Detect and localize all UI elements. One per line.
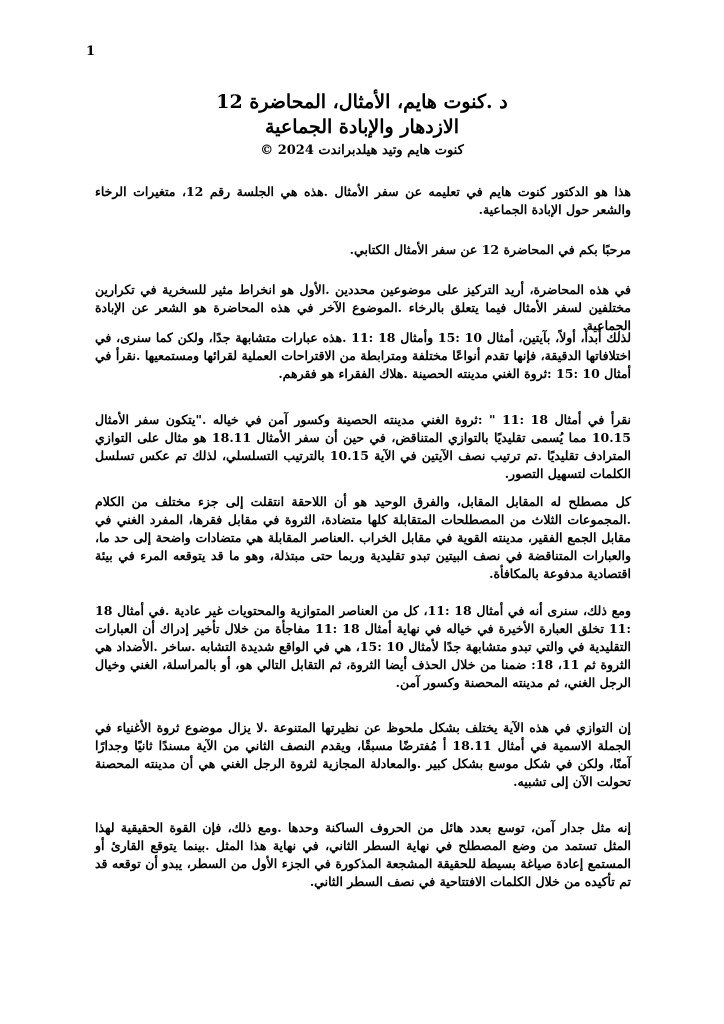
paragraph-opposites: كل مصطلح له المقابل المقابل، والفرق الوحيد هو أن اللاحقة انتقلت إلى جزء مختلف من الكلام .المجموعات الثلاث من المصطلحات المتقابلة كلها متضادة، الثروة في مقابل فقرها، المفرد الغني في مقابل الجمع الفقير، مدينته القوية في مقابل الخراب .العناصر المقابلة هي متضادات واضحة إلى حد ما، والعبارات المتناقضة في نصف البيتين تبدو تقليدية وربما حتى مبتذلة، وهو ما قد يتوقعه المرء في بيئة اقتصادية مدفوعة بالمكافأة. bbox=[95, 494, 631, 581]
paragraph-secure-wall: إنه مثل جدار آمن، توسع بعدد هائل من الحروف الساكنة وحدها .ومع ذلك، فإن القوة الحقيقية لهذا المثل تستمد من وضع المصطلح في نهاية السطر الثاني، في نهاية هذا المثل .بينما يتوقع القارئ أو المستمع إعادة صياغة بسيطة للحقيقة المشجعة المذكورة في الجزء الأول من السطر، يبدو أن توقعه قد تم تأكيده من خلال الكلمات الافتتاحية في نصف السطر الثاني. bbox=[95, 820, 631, 889]
lecture-header bbox=[0, 90, 724, 161]
lecture-subtitle: الازدهار والإبادة الجماعية bbox=[264, 116, 460, 138]
page-number: 1 bbox=[86, 44, 96, 59]
paragraph-intro: هذا هو الدكتور كنوت هايم في تعليمه عن سفر الأمثال .هذه هي الجلسة رقم 12، متغيرات الرخاء والشعر حول الإبادة الجماعية. bbox=[95, 184, 631, 217]
paragraph-simile: إن التوازي في هذه الآية يختلف بشكل ملحوظ عن نظيرتها المتنوعة .لا يزال موضوع ثروة الأغنياء في الجملة الاسمية في أمثال 18.11 أ مُفترضًا مسبقًا، ويقدم النصف الثاني من الآية مسندًا ثانيًا وجدارًا آمنًا، ولكن في شكل موسع بشكل كبير .والمعادلة المجازية لثروة الرجل الغني هي أن مدينته المحصنة تحولت الآن إلى تشبيه. bbox=[95, 720, 631, 789]
lecture-title: د .كنوت هايم، الأمثال، المحاضرة 12 bbox=[216, 91, 508, 113]
paragraph-parallelism: نقرأ في أمثال 18 :11 " :ثروة الغني مدينته الحصينة وكسور آمن في خياله ."يتكون سفر الأمثال 10.15 مما يُسمى تقليديًا بالتوازي المتناقض، في حين أن سفر الأمثال 18.11 هو مثال على التوازي المترادف تقليديًا .تم ترتيب نصف الآيتين في الآية 10.15 بالترتيب التسلسلي، لذلك تم عكس تسلسل الكلمات لتسهيل التصور. bbox=[95, 412, 632, 481]
paragraph-surprise: ومع ذلك، سنرى أنه في أمثال 18 :11، كل من العناصر المتوازية والمحتويات غير عادية .في أمثال 18 :11 تخلق العبارة الأخيرة في خياله في نهاية أمثال 18 :11 مفاجأة من خلال تأخير إدراك أن العبارات التقليدية في والتي تبدو متشابهة جدًا لأمثال 10 :15، هي في الواقع شديدة التشابه .ساخر .الأضداد هي الثروة ثم 11، 18: ضمنا من خلال الحذف أيضا الثروة، ثم التقابل التالي هو، أو بالمراسلة، الغني وخيال الرجل الغني، ثم مدينته المحصنة وكسور آمن. bbox=[95, 603, 632, 690]
paragraph-topics: في هذه المحاضرة، أريد التركيز على موضوعين محددين .الأول هو انخراط مثير للسخرية في تكرارين مختلفين لسفر الأمثال فيما يتعلق بالرخاء .الموضوع الآخر في هذه المحاضرة هو الشعر عن الإبادة الجماعية. bbox=[95, 282, 631, 333]
copyright-line: كنوت هايم وتيد هيلدبراندت 2024 © bbox=[260, 143, 464, 158]
paragraph-welcome: مرحبًا بكم في المحاضرة 12 عن سفر الأمثال الكتابي. bbox=[349, 242, 631, 257]
paragraph-two-proverbs: لذلك أبدأ، أولاً، بآيتين، أمثال 10 :15 وأمثال 18 :11 .هذه عبارات متشابهة جدًا، ولكن كما سنرى، في اختلافاتها الدقيقة، فإنها تقدم أنواعًا مختلفة ومترابطة من الاقتراحات العملية لقرائها ومستمعيها .نقرأ في أمثال 10 :15 :ثروة الغني مدينته الحصينة .هلاك الفقراء هو فقرهم. bbox=[95, 330, 632, 381]
